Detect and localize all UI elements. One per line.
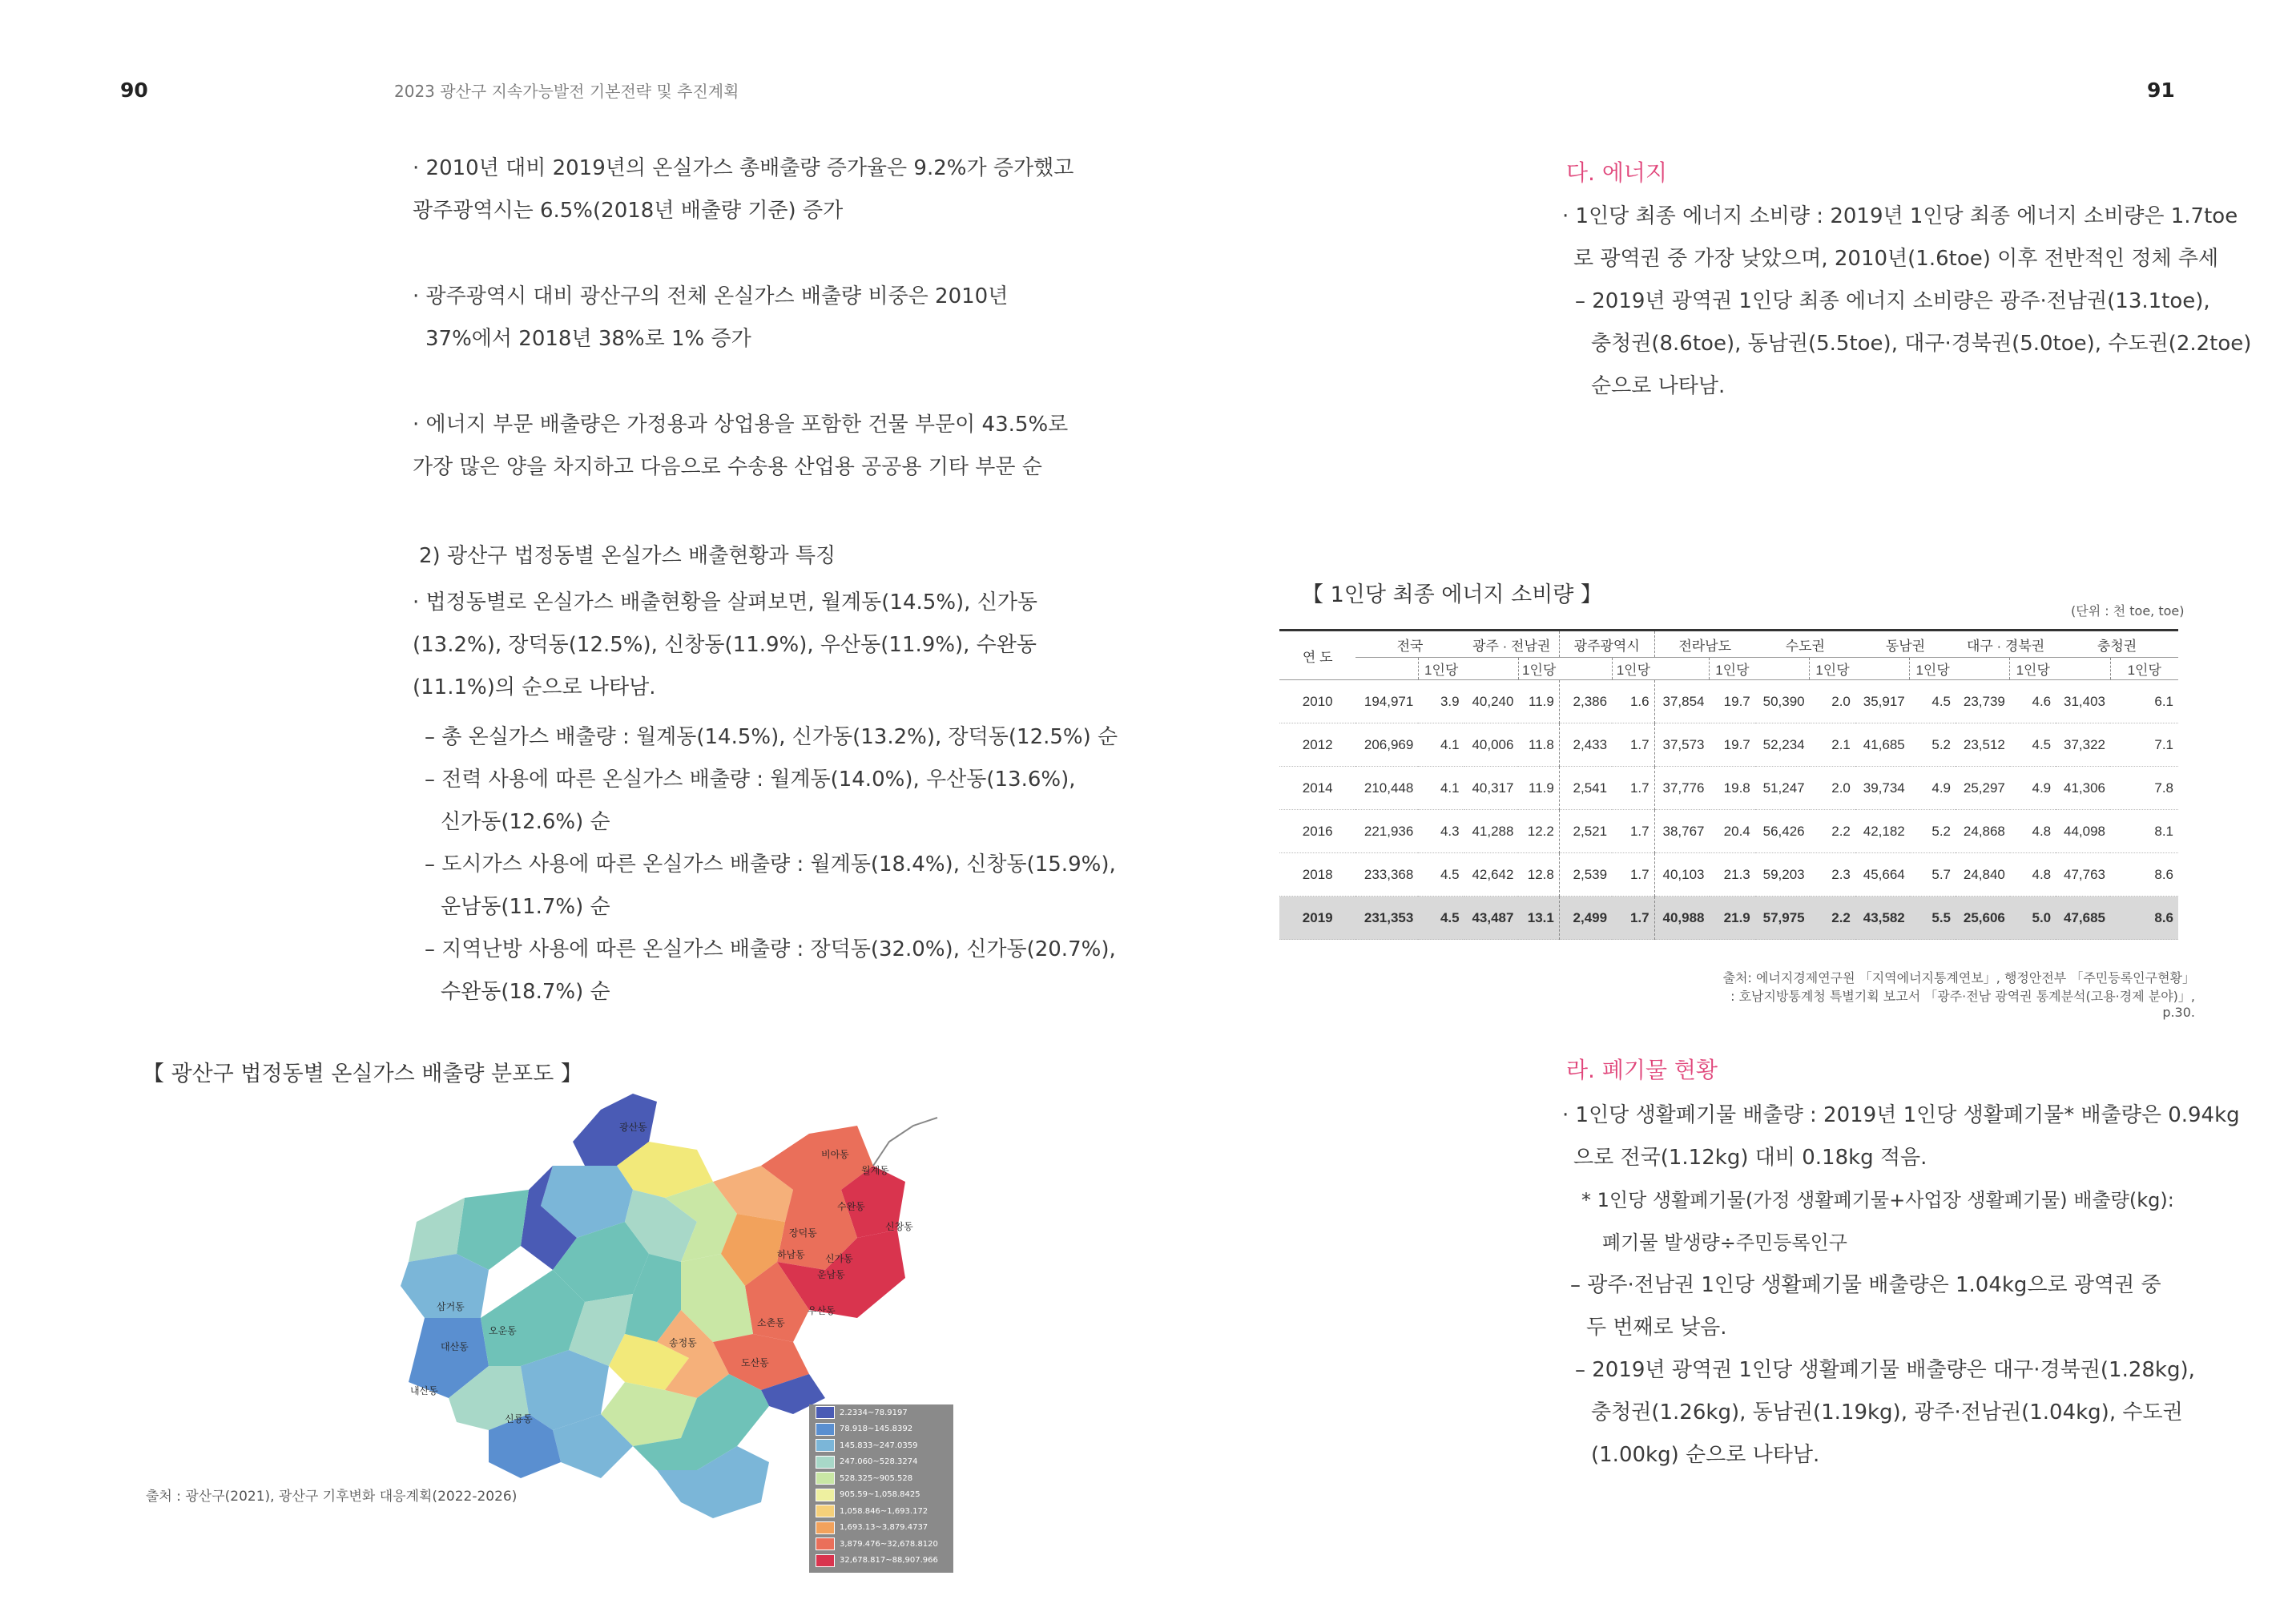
legend-label: 145.833~247.0359 <box>840 1441 918 1450</box>
table-cell: 11.8 <box>1518 723 1559 767</box>
text-line: (13.2%), 장덕동(12.5%), 신창동(11.9%), 우산동(11.9%), 수완동 <box>413 633 1037 657</box>
legend-item <box>809 1503 953 1520</box>
table-cell: 5.2 <box>1910 810 1956 853</box>
map-label: 운남동 <box>817 1269 845 1280</box>
sub-header-blank <box>2056 658 2110 680</box>
map-label: 소촌동 <box>757 1317 785 1328</box>
year-cell: 2014 <box>1279 767 1355 810</box>
table-cell: 42,642 <box>1464 853 1519 897</box>
table-cell: 59,203 <box>1755 853 1810 897</box>
text-line: · 2010년 대비 2019년의 온실가스 총배출량 증가율은 9.2%가 증가했고 <box>413 156 1074 180</box>
legend-label: 905.59~1,058.8425 <box>840 1490 920 1500</box>
legend-swatch <box>816 1521 835 1534</box>
text-line: 가장 많은 양을 차지하고 다음으로 수송용 산업용 공공용 기타 부문 순 <box>413 455 1042 479</box>
per-capita-header: 1인당 <box>2110 658 2178 680</box>
table-cell: 2,541 <box>1559 767 1612 810</box>
legend-item <box>809 1454 953 1471</box>
map-label: 송정동 <box>669 1337 697 1348</box>
list-item: – 전력 사용에 따른 온실가스 배출량 : 월계동(14.0%), 우산동(13.6%), <box>425 768 1076 792</box>
legend-swatch <box>816 1439 835 1452</box>
table-cell: 2.2 <box>1810 810 1855 853</box>
legend-item <box>809 1404 953 1421</box>
legend-swatch <box>816 1456 835 1469</box>
map-label: 신창동 <box>885 1221 913 1232</box>
table-cell: 8.6 <box>2110 853 2178 897</box>
paragraph-1 <box>413 147 1073 232</box>
map-label: 내산동 <box>410 1385 438 1396</box>
text-line: * 1인당 생활폐기물(가정 생활폐기물+사업장 생활폐기물) 배출량(kg): <box>1581 1189 2174 1211</box>
table-cell: 23,739 <box>1956 680 2010 723</box>
table-cell: 39,734 <box>1855 767 1910 810</box>
page-number-left: 90 <box>120 79 148 102</box>
table-cell: 31,403 <box>2056 680 2110 723</box>
table-cell: 1.6 <box>1612 680 1654 723</box>
sub-header-blank <box>1559 658 1612 680</box>
bullet-list <box>425 716 1118 1014</box>
year-header: 연 도 <box>1279 631 1355 680</box>
region-header: 동남권 <box>1855 631 1956 658</box>
map-label: 우산동 <box>808 1305 836 1316</box>
legend-item <box>809 1536 953 1553</box>
text-line: · 1인당 최종 에너지 소비량 : 2019년 1인당 최종 에너지 소비량은 1.7toe <box>1562 204 2238 228</box>
table-cell: 194,971 <box>1355 680 1418 723</box>
table-cell: 44,098 <box>2056 810 2110 853</box>
table-cell: 231,353 <box>1355 897 1418 940</box>
year-cell: 2018 <box>1279 853 1355 897</box>
table-unit: (단위 : 천 toe, toe) <box>2071 603 2185 619</box>
table-row <box>1279 680 2178 723</box>
table-cell: 40,240 <box>1464 680 1519 723</box>
legend-item <box>809 1421 953 1438</box>
legend-swatch <box>816 1472 835 1485</box>
table-cell: 233,368 <box>1355 853 1418 897</box>
text-line: 충청권(1.26kg), 동남권(1.19kg), 광주·전남권(1.04kg), 수도권 <box>1591 1400 2183 1425</box>
table-cell: 20.4 <box>1710 810 1755 853</box>
table-row <box>1279 853 2178 897</box>
sub-header-blank <box>1755 658 1810 680</box>
legend-label: 1,693.13~3,879.4737 <box>840 1523 928 1533</box>
table-cell: 25,297 <box>1956 767 2010 810</box>
table-cell: 56,426 <box>1755 810 1810 853</box>
table-cell: 2,539 <box>1559 853 1612 897</box>
table-cell: 13.1 <box>1518 897 1559 940</box>
table-cell: 41,288 <box>1464 810 1519 853</box>
table-body <box>1279 680 2178 940</box>
table-cell: 2.0 <box>1810 767 1855 810</box>
table-title: 【 1인당 최종 에너지 소비량 】 <box>1302 582 1602 607</box>
table-cell: 4.1 <box>1418 723 1464 767</box>
table-cell: 11.9 <box>1518 767 1559 810</box>
table-cell: 50,390 <box>1755 680 1810 723</box>
legend-label: 2.2334~78.9197 <box>840 1408 908 1417</box>
region-header: 전국 <box>1355 631 1464 658</box>
table-cell: 2,433 <box>1559 723 1612 767</box>
table-cell: 1.7 <box>1612 810 1654 853</box>
energy-heading: 다. 에너지 <box>1566 159 1667 186</box>
table-cell: 11.9 <box>1518 680 1559 723</box>
per-capita-header: 1인당 <box>1612 658 1654 680</box>
table-cell: 24,840 <box>1956 853 2010 897</box>
table-cell: 1.7 <box>1612 853 1654 897</box>
map-caption: 【 광산구 법정동별 온실가스 배출량 분포도 】 <box>143 1062 582 1086</box>
list-item: – 지역난방 사용에 따른 온실가스 배출량 : 장덕동(32.0%), 신가동(20.7%), <box>425 937 1116 961</box>
text-line: · 광주광역시 대비 광산구의 전체 온실가스 배출량 비중은 2010년 <box>413 284 1009 308</box>
table-cell: 45,664 <box>1855 853 1910 897</box>
list-item: 수완동(18.7%) 순 <box>441 980 610 1004</box>
table-cell: 4.5 <box>2010 723 2056 767</box>
table-cell: 4.5 <box>1910 680 1956 723</box>
table-cell: 40,988 <box>1654 897 1709 940</box>
map-label: 신가동 <box>825 1253 853 1264</box>
table-row <box>1279 723 2178 767</box>
table-cell: 4.6 <box>2010 680 2056 723</box>
table-cell: 7.8 <box>2110 767 2178 810</box>
legend-item <box>809 1487 953 1504</box>
table-cell: 37,854 <box>1654 680 1709 723</box>
year-cell: 2012 <box>1279 723 1355 767</box>
energy-table <box>1279 629 2178 940</box>
map-label: 월계동 <box>861 1165 889 1176</box>
table-cell: 35,917 <box>1855 680 1910 723</box>
per-capita-header: 1인당 <box>1710 658 1755 680</box>
table-cell: 5.7 <box>1910 853 1956 897</box>
per-capita-header: 1인당 <box>1518 658 1559 680</box>
legend-item <box>809 1553 953 1570</box>
table-cell: 12.8 <box>1518 853 1559 897</box>
source-line: 출처: 에너지경제연구원 「지역에너지통계연보」, 행정안전부 「주민등록인구현황」 <box>1722 970 2195 985</box>
table-cell: 8.1 <box>2110 810 2178 853</box>
table-cell: 24,868 <box>1956 810 2010 853</box>
text-line: · 법정동별로 온실가스 배출현황을 살펴보면, 월계동(14.5%), 신가동 <box>413 590 1038 615</box>
map-label: 수완동 <box>837 1201 865 1212</box>
list-item: 운남동(11.7%) 순 <box>441 895 610 919</box>
table-cell: 210,448 <box>1355 767 1418 810</box>
source-line: : 호남지방통계청 특별기획 보고서 「광주·전남 광역권 통계분석(고용·경제 분야)」, p.30. <box>1730 989 2195 1020</box>
text-line: 37%에서 2018년 38%로 1% 증가 <box>425 327 751 351</box>
table-cell: 7.1 <box>2110 723 2178 767</box>
legend-item <box>809 1470 953 1487</box>
legend-label: 32,678.817~88,907.966 <box>840 1556 938 1566</box>
table-cell: 2.1 <box>1810 723 1855 767</box>
region-header: 수도권 <box>1755 631 1855 658</box>
table-cell: 4.9 <box>1910 767 1956 810</box>
text-line: 으로 전국(1.12kg) 대비 0.18kg 적음. <box>1573 1146 1927 1170</box>
table-cell: 52,234 <box>1755 723 1810 767</box>
sub-header-blank <box>1855 658 1910 680</box>
map-region <box>457 1190 529 1270</box>
list-item: – 총 온실가스 배출량 : 월계동(14.5%), 신가동(13.2%), 장덕동(12.5%) 순 <box>425 725 1118 749</box>
table-cell: 47,763 <box>2056 853 2110 897</box>
map-label: 하남동 <box>777 1249 805 1260</box>
table-cell: 37,776 <box>1654 767 1709 810</box>
region-header: 대구 · 경북권 <box>1956 631 2056 658</box>
map-label: 비아동 <box>821 1149 849 1160</box>
table-cell: 2.2 <box>1810 897 1855 940</box>
table-source <box>1714 968 2195 1020</box>
table-cell: 51,247 <box>1755 767 1810 810</box>
region-header: 충청권 <box>2056 631 2178 658</box>
table-cell: 4.3 <box>1418 810 1464 853</box>
text-line: 두 번째로 낮음. <box>1586 1316 1727 1340</box>
legend-swatch <box>816 1537 835 1550</box>
legend-swatch <box>816 1489 835 1501</box>
table-cell: 37,322 <box>2056 723 2110 767</box>
table-cell: 43,487 <box>1464 897 1519 940</box>
text-line: 로 광역권 중 가장 낮았으며, 2010년(1.6toe) 이후 전반적인 정체 추세 <box>1573 247 2219 271</box>
table-cell: 221,936 <box>1355 810 1418 853</box>
table-cell: 2,386 <box>1559 680 1612 723</box>
table-row <box>1279 810 2178 853</box>
map-label: 삼거동 <box>437 1301 465 1312</box>
table-cell: 57,975 <box>1755 897 1810 940</box>
table-cell: 2,521 <box>1559 810 1612 853</box>
year-cell: 2016 <box>1279 810 1355 853</box>
table-cell: 12.2 <box>1518 810 1559 853</box>
legend-swatch <box>816 1554 835 1567</box>
text-line: 폐기물 발생량÷주민등록인구 <box>1602 1231 1847 1254</box>
sub-header-blank <box>1654 658 1709 680</box>
table-cell: 4.5 <box>1418 853 1464 897</box>
section-2-title: 2) 광산구 법정동별 온실가스 배출현황과 특징 <box>419 544 836 568</box>
table-cell: 4.8 <box>2010 810 2056 853</box>
table-cell: 3.9 <box>1418 680 1464 723</box>
table-cell: 1.7 <box>1612 723 1654 767</box>
sub-header-blank <box>1956 658 2010 680</box>
text-line: – 광주·전남권 1인당 생활폐기물 배출량은 1.04kg으로 광역권 중 <box>1570 1273 2161 1297</box>
table-row <box>1279 767 2178 810</box>
text-line: · 에너지 부문 배출량은 가정용과 상업용을 포함한 건물 부문이 43.5%로 <box>413 413 1069 437</box>
map-label: 도산동 <box>741 1357 769 1368</box>
paragraph-3 <box>413 404 1068 489</box>
table-cell: 21.3 <box>1710 853 1755 897</box>
paragraph-4 <box>413 582 1037 709</box>
table-cell: 8.6 <box>2110 897 2178 940</box>
table-cell: 5.2 <box>1910 723 1956 767</box>
map-legend <box>809 1404 953 1573</box>
text-line: (11.1%)의 순으로 나타남. <box>413 675 656 699</box>
table-cell: 4.5 <box>1418 897 1464 940</box>
waste-heading: 라. 폐기물 현황 <box>1566 1057 1718 1083</box>
table-cell: 1.7 <box>1612 897 1654 940</box>
year-cell: 2019 <box>1279 897 1355 940</box>
table-cell: 5.5 <box>1910 897 1956 940</box>
table-cell: 25,606 <box>1956 897 2010 940</box>
per-capita-header: 1인당 <box>1418 658 1464 680</box>
map-label: 광산동 <box>619 1122 647 1133</box>
sub-header-blank <box>1355 658 1418 680</box>
legend-label: 1,058.846~1,693.172 <box>840 1506 928 1516</box>
text-line: 순으로 나타남. <box>1591 374 1726 398</box>
list-item: – 도시가스 사용에 따른 온실가스 배출량 : 월계동(18.4%), 신창동(15.9%), <box>425 852 1116 876</box>
map-label: 장덕동 <box>789 1227 817 1239</box>
table-cell: 206,969 <box>1355 723 1418 767</box>
region-header: 광주 · 전남권 <box>1464 631 1560 658</box>
legend-swatch <box>816 1423 835 1436</box>
table-cell: 47,685 <box>2056 897 2110 940</box>
table-cell: 40,006 <box>1464 723 1519 767</box>
table-cell: 19.8 <box>1710 767 1755 810</box>
map-label: 오운동 <box>489 1325 517 1336</box>
text-line: 충청권(8.6toe), 동남권(5.5toe), 대구·경북권(5.0toe), 수도권(2.2toe) <box>1591 332 2252 356</box>
energy-paragraph <box>1562 195 2251 408</box>
map-region <box>409 1198 465 1262</box>
text-line: · 1인당 생활폐기물 배출량 : 2019년 1인당 생활폐기물* 배출량은 0.94kg <box>1562 1103 2240 1127</box>
legend-label: 528.325~905.528 <box>840 1473 913 1483</box>
table-cell: 6.1 <box>2110 680 2178 723</box>
table-cell: 23,512 <box>1956 723 2010 767</box>
per-capita-header: 1인당 <box>2010 658 2056 680</box>
table-cell: 41,306 <box>2056 767 2110 810</box>
table-cell: 1.7 <box>1612 767 1654 810</box>
map-label: 대산동 <box>441 1341 469 1352</box>
legend-swatch <box>816 1505 835 1517</box>
table-cell: 19.7 <box>1710 723 1755 767</box>
text-line: – 2019년 광역권 1인당 생활폐기물 배출량은 대구·경북권(1.28kg), <box>1575 1358 2195 1382</box>
table-cell: 38,767 <box>1654 810 1709 853</box>
sub-header-row <box>1279 658 2178 680</box>
legend-swatch <box>816 1406 835 1419</box>
page-number-right: 91 <box>2147 79 2175 102</box>
table-cell: 42,182 <box>1855 810 1910 853</box>
table-cell: 5.0 <box>2010 897 2056 940</box>
table-cell: 4.9 <box>2010 767 2056 810</box>
waste-paragraph <box>1562 1094 2240 1477</box>
table-cell: 2.3 <box>1810 853 1855 897</box>
document-title: 2023 광산구 지속가능발전 기본전략 및 추진계획 <box>394 82 739 101</box>
table-cell: 2,499 <box>1559 897 1612 940</box>
region-header: 광주광역시 <box>1559 631 1654 658</box>
table-cell: 43,582 <box>1855 897 1910 940</box>
table-cell: 40,317 <box>1464 767 1519 810</box>
paragraph-2 <box>413 276 1008 361</box>
region-header: 전라남도 <box>1654 631 1755 658</box>
table-row <box>1279 897 2178 940</box>
text-line: (1.00kg) 순으로 나타남. <box>1591 1443 1820 1467</box>
table-cell: 41,685 <box>1855 723 1910 767</box>
table-cell: 21.9 <box>1710 897 1755 940</box>
map-label: 신룡동 <box>505 1413 533 1425</box>
legend-label: 247.060~528.3274 <box>840 1457 918 1467</box>
table-cell: 37,573 <box>1654 723 1709 767</box>
year-cell: 2010 <box>1279 680 1355 723</box>
table-cell: 40,103 <box>1654 853 1709 897</box>
per-capita-header: 1인당 <box>1910 658 1956 680</box>
text-line: – 2019년 광역권 1인당 최종 에너지 소비량은 광주·전남권(13.1toe), <box>1575 289 2210 313</box>
per-capita-header: 1인당 <box>1810 658 1855 680</box>
list-item: 신가동(12.6%) 순 <box>441 810 610 834</box>
map-source: 출처 : 광산구(2021), 광산구 기후변화 대응계획(2022-2026) <box>146 1489 518 1505</box>
legend-label: 3,879.476~32,678.8120 <box>840 1539 938 1549</box>
map-region <box>873 1118 937 1166</box>
table-cell: 19.7 <box>1710 680 1755 723</box>
legend-item <box>809 1520 953 1537</box>
sub-header-blank <box>1464 658 1519 680</box>
text-line: 광주광역시는 6.5%(2018년 배출량 기준) 증가 <box>413 199 844 223</box>
legend-item <box>809 1437 953 1454</box>
table-cell: 4.1 <box>1418 767 1464 810</box>
table-cell: 2.0 <box>1810 680 1855 723</box>
legend-label: 78.918~145.8392 <box>840 1425 913 1434</box>
table-cell: 4.8 <box>2010 853 2056 897</box>
